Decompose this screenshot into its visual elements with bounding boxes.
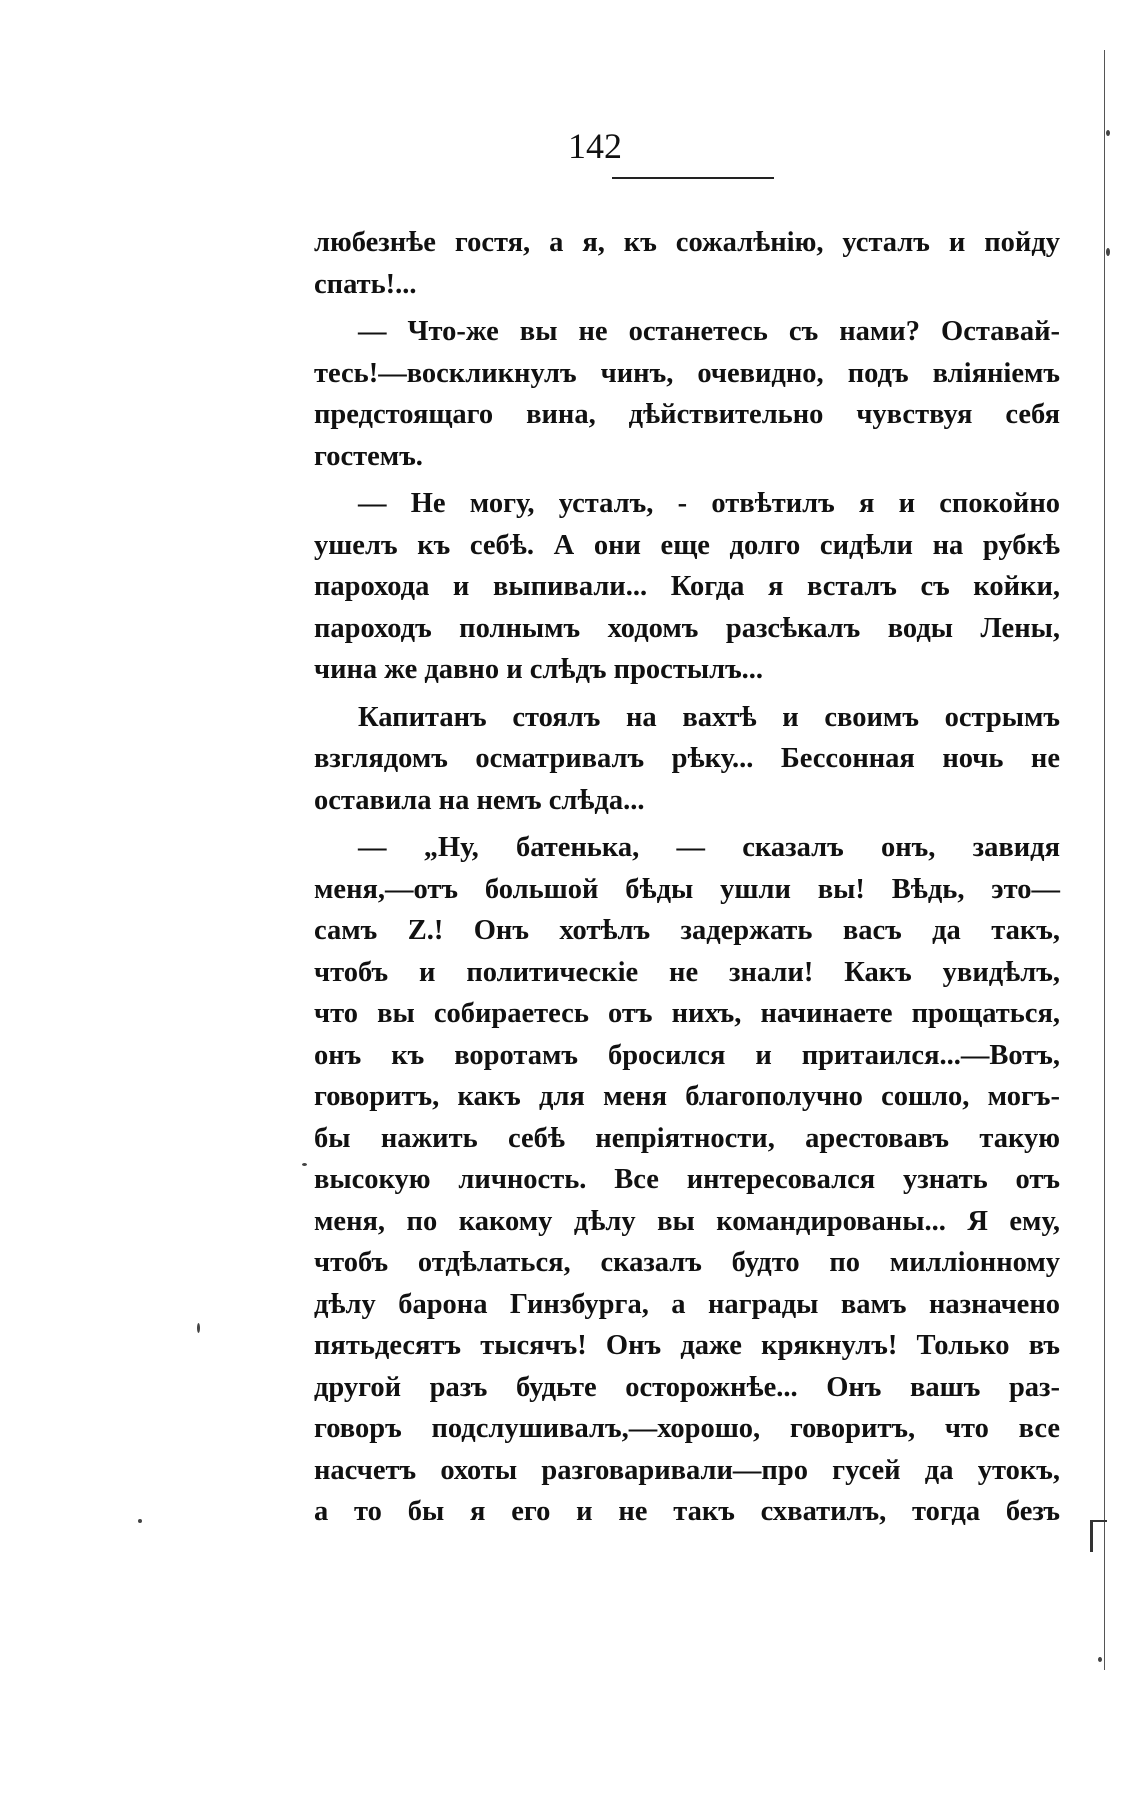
text-line: меня, по какому дѣлу вы командированы... Я ему, bbox=[314, 1205, 1060, 1237]
scan-speck bbox=[197, 1323, 200, 1333]
text-line: — „Ну, батенька, — сказалъ онъ, завидя bbox=[358, 832, 1060, 863]
text-line: тесь!—воскликнулъ чинъ, очевидно, подъ вліяніемъ bbox=[314, 357, 1060, 389]
text-line: взглядомъ осматривалъ рѣку... Бессонная ночь не bbox=[314, 743, 1060, 774]
text-line: дѣлу барона Гинзбурга, а награды вамъ назначено bbox=[314, 1288, 1060, 1320]
text-line: пароходъ полнымъ ходомъ разсѣкалъ воды Лены, bbox=[314, 612, 1060, 644]
text-line: Капитанъ стоялъ на вахтѣ и своимъ острымъ bbox=[358, 701, 1060, 733]
text-line: парохода и выпивали... Когда я всталъ съ койки, bbox=[314, 571, 1060, 602]
text-line: высокую личность. Все интересовался узнать отъ bbox=[314, 1164, 1060, 1195]
scan-speck bbox=[1106, 248, 1110, 256]
text-block bbox=[314, 222, 1060, 1533]
text-line: онъ къ воротамъ бросился и притаился...—Вотъ, bbox=[314, 1039, 1060, 1071]
text-line: чтобъ и политическіе не знали! Какъ увидѣлъ, bbox=[314, 956, 1060, 988]
text-line: говоръ подслушивалъ,—хорошо, говоритъ, что все bbox=[314, 1413, 1060, 1444]
text-line: чина же давно и слѣдъ простылъ... bbox=[314, 654, 764, 685]
text-line: пятьдесятъ тысячъ! Онъ даже крякнулъ! Только въ bbox=[314, 1330, 1060, 1361]
text-line: ушелъ къ себѣ. А они еще долго сидѣли на рубкѣ bbox=[314, 529, 1060, 561]
text-line: бы нажить себѣ непріятности, арестовавъ такую bbox=[314, 1122, 1060, 1154]
text-line: оставила на немъ слѣда... bbox=[314, 784, 645, 816]
binding-mark bbox=[1090, 1520, 1107, 1552]
page-number-rule bbox=[612, 177, 774, 179]
text-line: насчетъ охоты разговаривали—про гусей да утокъ, bbox=[314, 1454, 1060, 1486]
page-number: 142 bbox=[568, 126, 622, 166]
text-line: — Что-же вы не останетесь съ нами? Оставай- bbox=[358, 316, 1060, 347]
text-line: самъ Z.! Онъ хотѣлъ задержать васъ да такъ, bbox=[314, 915, 1060, 946]
text-line: меня,—отъ большой бѣды ушли вы! Вѣдь, это— bbox=[314, 873, 1060, 905]
text-line: что вы собираетесь отъ нихъ, начинаете прощаться, bbox=[314, 998, 1060, 1029]
text-line: — Не могу, усталъ, - отвѣтилъ я и спокойно bbox=[358, 488, 1060, 519]
text-line: предстоящаго вина, дѣйствительно чувствуя себя bbox=[314, 399, 1060, 430]
scan-speck bbox=[138, 1519, 142, 1523]
text-line: спать!... bbox=[314, 268, 417, 300]
text-line: чтобъ отдѣлаться, сказалъ будто по милліонному bbox=[314, 1247, 1060, 1278]
scan-speck bbox=[1106, 130, 1110, 136]
text-line: а то бы я его и не такъ схватилъ, тогда безъ bbox=[314, 1496, 1060, 1527]
page-edge-line bbox=[1104, 50, 1105, 1670]
text-line: любезнѣе гостя, а я, къ сожалѣнію, усталъ и пойду bbox=[314, 227, 1060, 258]
text-line: говоритъ, какъ для меня благополучно сошло, могъ- bbox=[314, 1081, 1060, 1112]
scan-speck bbox=[302, 1163, 307, 1166]
text-line: гостемъ. bbox=[314, 440, 423, 472]
text-line: другой разъ будьте осторожнѣе... Онъ вашъ раз- bbox=[314, 1371, 1060, 1403]
scan-speck bbox=[1098, 1657, 1102, 1662]
